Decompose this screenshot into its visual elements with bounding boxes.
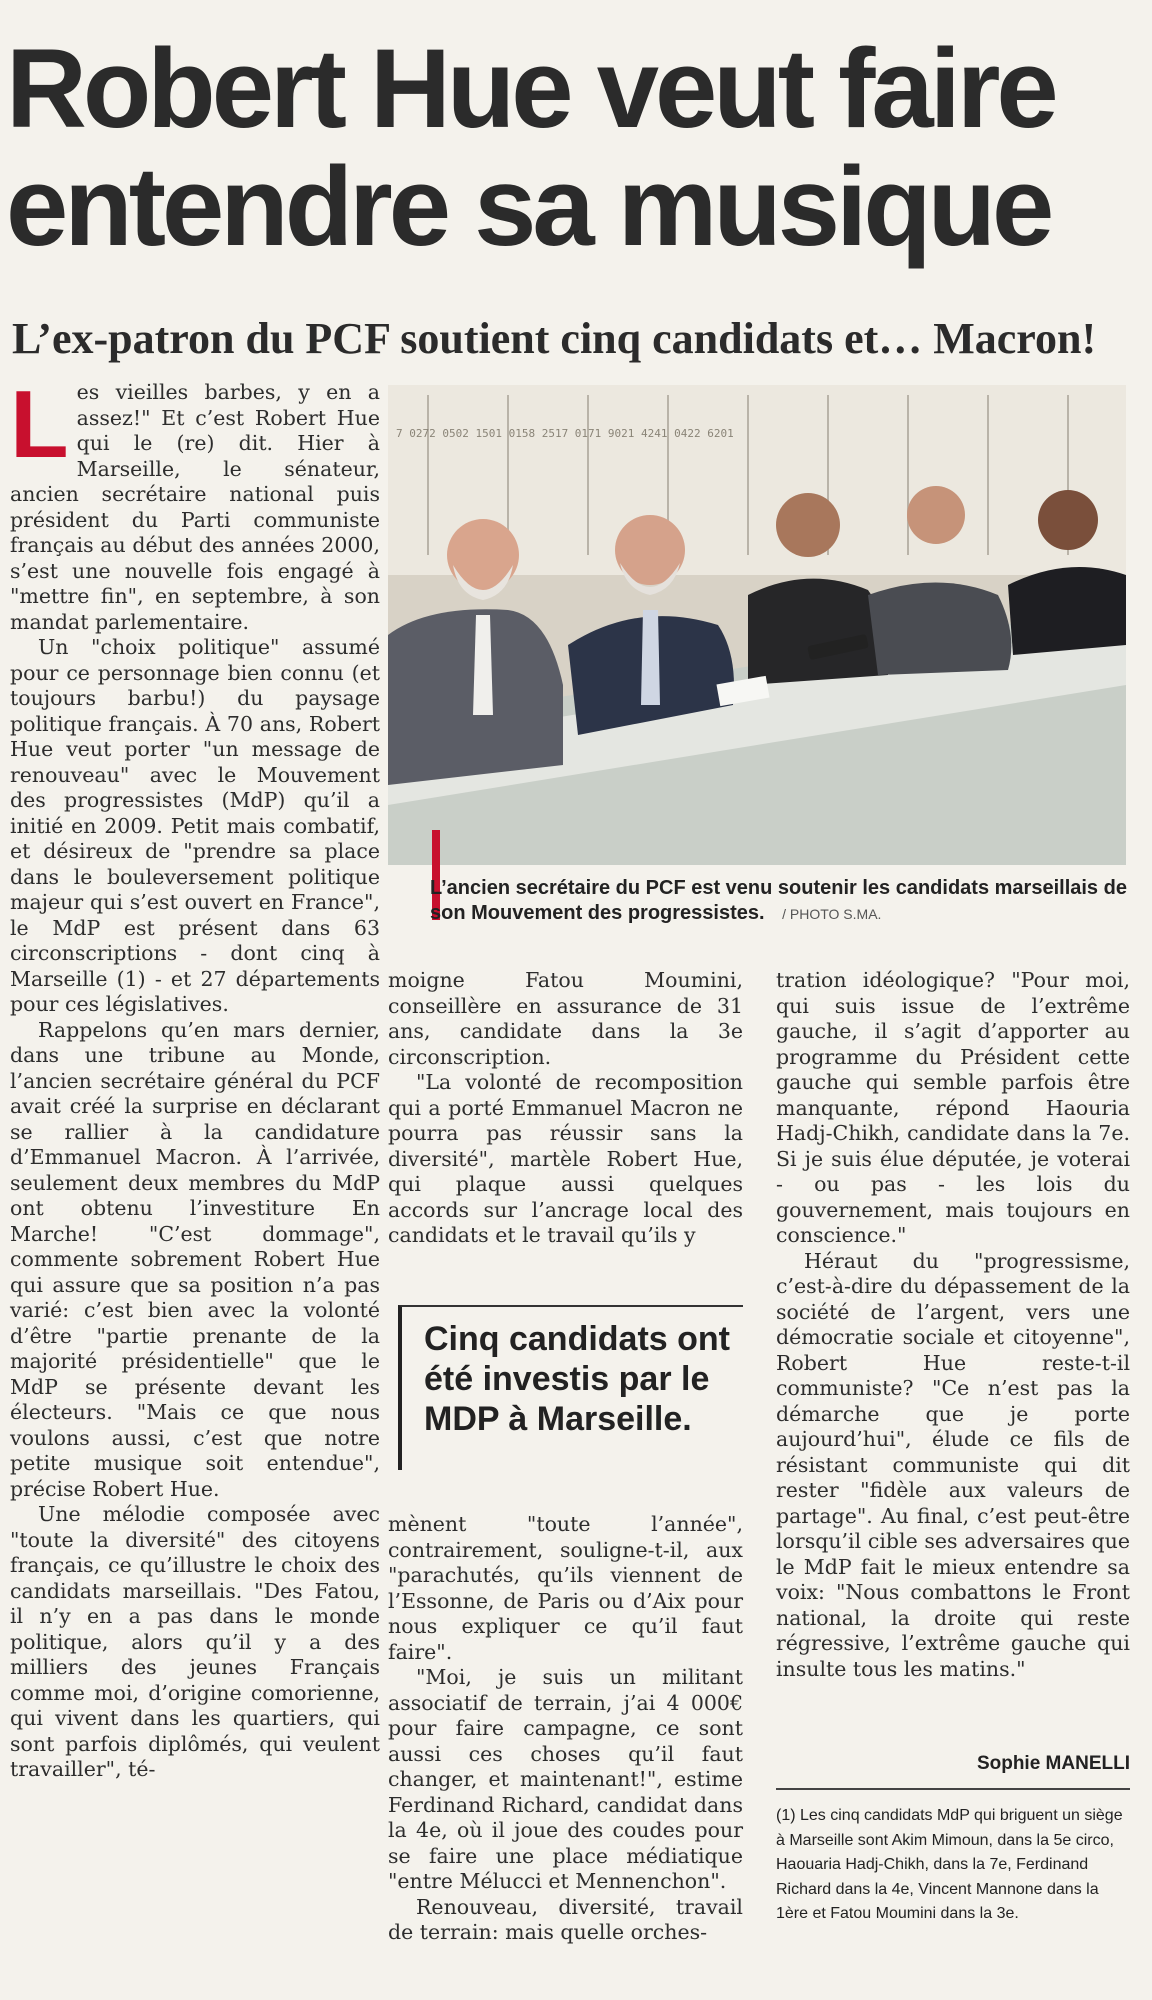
paragraph-11: Héraut du "progressisme, c’est-à-dire du dépassement de la société de l’argent, vers une démocratie sociale et citoyenne", Robert Hue reste-t-il communiste? "Ce n’est pas la démarche que je porte aujourd’hui", élude ce fils de résistant communiste qui dit rester "fidèle aux valeurs de partage". Au final, c’est peut-être lorsqu’il cible ses adversaires que le MdP fait le mieux entendre sa voix: "Nous combattons le Front national, la droite qui reste régressive, l’extrême gauche qui insulte tous les matins." [776, 1248, 1130, 1681]
paragraph-9: Renouveau, diversité, travail de terrain: mais quelle orches- [388, 1894, 743, 1944]
footnote-divider [776, 1788, 1130, 1790]
drop-cap: L [10, 371, 69, 478]
article-column-3 [776, 968, 1130, 1682]
press-conference-photo [388, 385, 1126, 865]
paragraph-2: Un "choix politique" assumé pour ce personnage bien connu (et toujours barbu!) du paysage politique français. À 70 ans, Robert Hue veut porter "un message de renouveau" avec le Mouvement des progressistes (MdP) qu’il a initié en 2009. Petit mais combatif, et désireux de "prendre sa place dans le bouleversement politique majeur qui s’est ouvert en France", le MdP est présent dans 63 circonscriptions - dont cinq à Marseille (1) - et 27 départements pour ces législatives. [10, 635, 380, 1016]
article-column-1 [10, 371, 380, 1783]
paragraph-5: moigne Fatou Moumini, conseillère en assurance de 31 ans, candidate dans la 3e circonscription. [388, 968, 743, 1069]
paragraph-1: es vieilles barbes, y en a assez!" Et c’est Robert Hue qui le (re) dit. Hier à Marseille, le sénateur, ancien secrétaire national puis président du Parti communiste français au début des années 2000, s’est une nouvelle fois engagé à "mettre fin", en septembre, à son mandat parlementaire. [10, 380, 380, 634]
paragraph-6: "La volonté de recomposition qui a porté Emmanuel Macron ne pourra pas réussir sans la diversité", martèle Robert Hue, qui plaque aussi quelques accords sur l’ancrage local des candidats et le travail qu’ils y [388, 1070, 743, 1247]
author-signature: Sophie MANELLI [976, 1753, 1130, 1774]
paragraph-10: tration idéologique? "Pour moi, qui suis issue de l’extrême gauche, il s’agit d’apporter au programme du Président cette gauche qui semble parfois être manquante, répond Haouria Hadj-Chikh, candidate dans la 7e. Si je suis élue députée, je voterai - ou pas - les lois du gouvernement, mais toujours en conscience." [776, 968, 1130, 1247]
article-column-2-continued [388, 1512, 743, 1946]
paragraph-8: "Moi, je suis un militant associatif de terrain, j’ai 4 000€ pour faire campagne, ce sont aussi ces choses qu’il faut changer, et maintenant!", estime Ferdinand Richard, candidat dans la 4e, où il joue des coudes pour se faire une place médiatique "entre Mélucci et Mennenchon". [388, 1665, 743, 1893]
deck-subtitle: L’ex-patron du PCF soutient cinq candidats et… Macron! [12, 314, 1097, 363]
article-column-2 [388, 968, 743, 1249]
paragraph-4: Une mélodie composée avec "toute la diversité" des citoyens français, ce qu’illustre le choix des candidats marseillais. "Des Fatou, il n’y en a pas dans le monde politique, alors qu’il y a des milliers des jeunes Français comme moi, d’origine comorienne, qui vivent dans les quartiers, qui sont parfois diplômés, qui veulent travailler", té- [10, 1502, 380, 1781]
board-numbers: 7 0272 0502 1501 0158 2517 0171 9021 4241 0422 6201 [396, 427, 734, 440]
headline: Robert Hue veut faire entendre sa musique [6, 26, 1055, 269]
photo-credit: / PHOTO S.MA. [782, 906, 882, 922]
photo-caption [430, 876, 1130, 927]
footnote: (1) Les cinq candidats MdP qui briguent un siège à Marseille sont Akim Mimoun, dans la 5e circo, Haouaria Hadj-Chikh, dans la 7e, Ferdinand Richard dans la 4e, Vincent Mannone dans la 1ère et Fatou Moumini dans la 3e. [776, 1807, 1123, 1922]
caption-text: L’ancien secrétaire du PCF est venu soutenir les candidats marseillais de son Mouvement des progressistes. [430, 877, 1127, 924]
paragraph-7: mènent "toute l’année", contrairement, souligne-t-il, aux "parachutés, qu’ils viennent de l’Essonne, de Paris ou d’Aix pour nous expliquer ce qu’il faut faire". [388, 1512, 743, 1664]
photo-illustration [388, 385, 1126, 865]
paragraph-3: Rappelons qu’en mars dernier, dans une tribune au Monde, l’ancien secrétaire général du PCF avait créé la surprise en déclarant se rallier à la candidature d’Emmanuel Macron. À l’arrivée, seulement deux membres du MdP ont obtenu l’investiture En Marche! "C’est dommage", commente sobrement Robert Hue qui assure que sa position n’a pas varié: c’est bien avec la volonté d’être "partie prenante de la majorité présidentielle" que le MdP se présente devant les électeurs. "Mais ce que nous voulons aussi, c’est que notre petite musique soit entendue", précise Robert Hue. [10, 1017, 380, 1501]
pull-quote: Cinq candidats ont été investis par le MDP à Marseille. [398, 1305, 743, 1470]
